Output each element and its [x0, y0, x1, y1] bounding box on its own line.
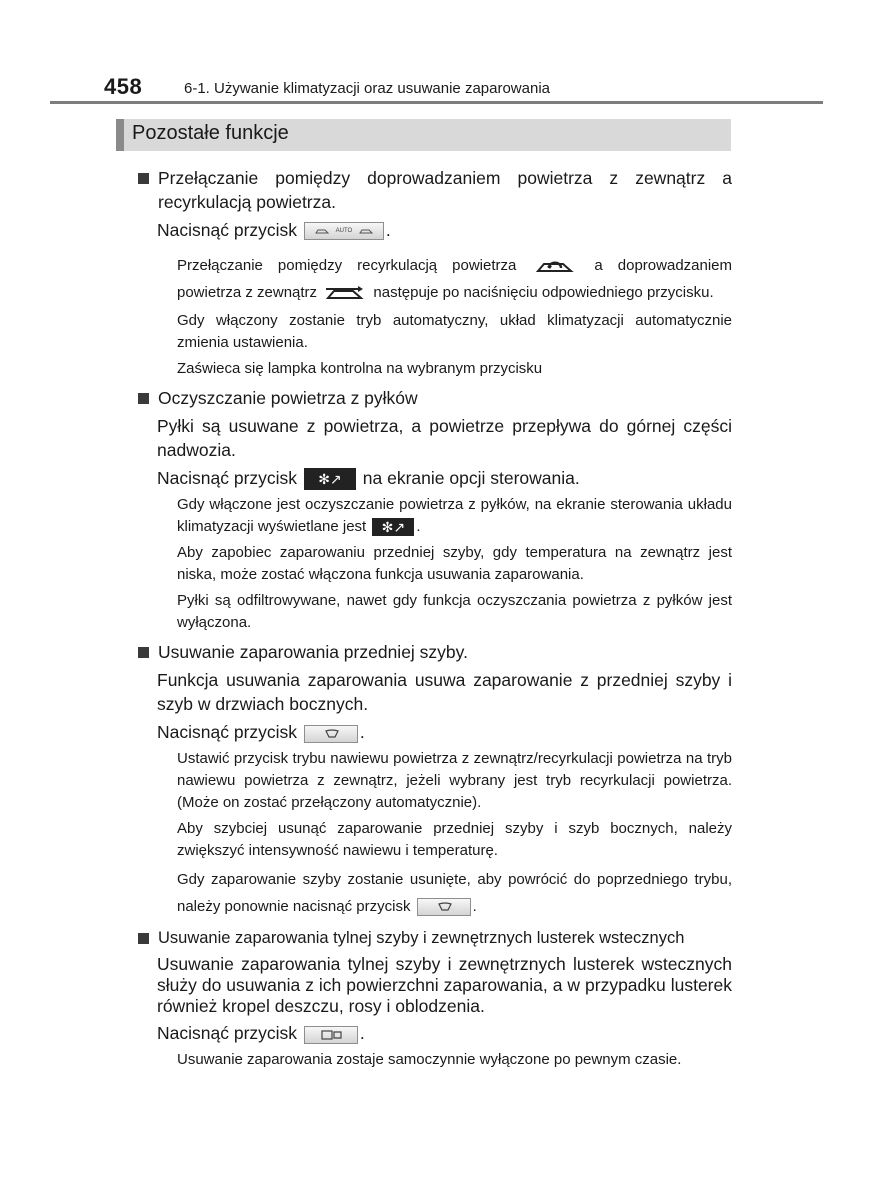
- note: Usuwanie zaparowania zostaje samoczynnie wyłączone po pewnym czasie.: [177, 1051, 682, 1069]
- section-bar: [116, 119, 731, 151]
- content: [138, 160, 732, 1071]
- instruction-text: Nacisnąć przycisk: [157, 468, 298, 488]
- note: Aby szybciej usunąć zaparowanie przedniej szyby i szyb bocznych, należy zwiększyć intensywność nawiewu i temperaturę.: [177, 820, 732, 860]
- note-text: Gdy zaparowanie szyby zostanie usunięte, aby powrócić do poprzedniego trybu, należy ponownie nacisnąć przycisk: [177, 871, 732, 916]
- outside-air-car-icon: [359, 227, 373, 235]
- page-number: 458: [104, 74, 143, 99]
- punctuation: .: [472, 898, 477, 916]
- header-rule: [50, 101, 823, 104]
- section-title: Pozostałe funkcje: [132, 122, 289, 144]
- heading-pollen: [138, 386, 732, 410]
- windshield-defog-icon: [325, 729, 339, 739]
- rear-defogger-button-icon: [304, 1026, 358, 1044]
- instruction: [138, 218, 732, 242]
- bullet-square-icon: [138, 393, 149, 404]
- instruction-text: Nacisnąć przycisk: [157, 1023, 298, 1044]
- instruction: [138, 720, 732, 744]
- instruction-text: Nacisnąć przycisk: [157, 722, 298, 743]
- note: Gdy włączony zostanie tryb automatyczny, układ klimatyzacji automatycznie zmienia ustawienia.: [177, 312, 732, 351]
- heading-text: Przełączanie pomiędzy doprowadzaniem powietrza z zewnątrz a recyrkulacją powietrza.: [158, 168, 732, 212]
- heading-rear-defog: [138, 926, 732, 950]
- pollen-filter-icon: ✻↗: [304, 468, 356, 490]
- chapter-title: 6-1. Używanie klimatyzacji oraz usuwanie zaparowania: [184, 80, 550, 97]
- paragraph: Pyłki są usuwane z powietrza, a powietrze przepływa do górnej części nadwozia.: [157, 416, 732, 460]
- heading-text: Usuwanie zaparowania przedniej szyby.: [158, 642, 468, 663]
- punctuation: .: [416, 518, 421, 536]
- heading-text: Usuwanie zaparowania tylnej szyby i zewnętrznych lusterek wstecznych: [158, 929, 685, 948]
- instruction: [138, 466, 732, 490]
- note: Aby zapobiec zaparowaniu przedniej szyby, gdy temperatura na zewnątrz jest niska, może zostać włączona funkcja usuwania zaparowania.: [177, 544, 732, 584]
- note: Zaświeca się lampka kontrolna na wybranym przycisku: [177, 360, 543, 377]
- button-label: AUTO: [335, 228, 353, 235]
- note-text: a doprowadzaniem powietrza z zewnątrz: [177, 257, 733, 301]
- note-text: Gdy włączone jest oczyszczanie powietrza z pyłków, na ekranie sterowania układu klimatyzacji wyświetlane jest: [177, 496, 732, 536]
- punctuation: .: [359, 1023, 365, 1044]
- windshield-defogger-button-icon: [304, 725, 358, 743]
- page-header: [104, 74, 824, 104]
- punctuation: .: [359, 722, 365, 743]
- instruction: [138, 1021, 732, 1045]
- heading-text: Oczyszczanie powietrza z pyłków: [158, 388, 418, 408]
- heading-windshield-defog: [138, 640, 732, 664]
- note: [138, 866, 732, 920]
- windshield-defogger-button-icon: [417, 898, 471, 916]
- instruction-text: na ekranie opcji sterowania.: [362, 468, 580, 488]
- heading-recirculation: [138, 166, 732, 214]
- instruction-text: Nacisnąć przycisk: [157, 220, 298, 240]
- recirculation-button-icon: [304, 222, 384, 240]
- note: Pyłki są odfiltrowywane, nawet gdy funkcja oczyszczania powietrza z pyłków jest wyłączona.: [177, 592, 732, 632]
- pollen-filter-icon: ✻↗: [372, 518, 414, 536]
- paragraph: Funkcja usuwania zaparowania usuwa zaparowanie z przedniej szyby i szyb w drzwiach bocznych.: [157, 670, 732, 715]
- recirc-car-icon: [315, 227, 329, 235]
- punctuation: .: [385, 220, 391, 240]
- note: Ustawić przycisk trybu nawiewu powietrza z zewnątrz/recyrkulacji powietrza na tryb nawiewu powietrza z zewnątrz, jeżeli wybrany jest tryb recyrkulacji powietrza. (Może on zostać przełączony automatycznie).: [177, 750, 732, 812]
- outside-air-car-icon: [325, 283, 365, 303]
- rear-defog-mirror-icon: [321, 1030, 343, 1040]
- paragraph: Usuwanie zaparowania tylnej szyby i zewnętrznych lusterek wstecznych służy do usuwania z ich powierzchni zaparowania, a w przypadku lusterek również kropel deszczu, rosy i oblodzenia.: [157, 954, 732, 1017]
- note: [138, 252, 732, 306]
- bullet-square-icon: [138, 647, 149, 658]
- bullet-square-icon: [138, 933, 149, 944]
- note-text: następuje po naciśnięciu odpowiedniego przycisku.: [373, 284, 714, 301]
- recirculation-car-icon: [535, 256, 575, 276]
- note: [138, 494, 732, 538]
- bullet-square-icon: [138, 173, 149, 184]
- windshield-defog-icon: [438, 902, 452, 912]
- note-text: Przełączanie pomiędzy recyrkulacją powietrza: [177, 257, 517, 274]
